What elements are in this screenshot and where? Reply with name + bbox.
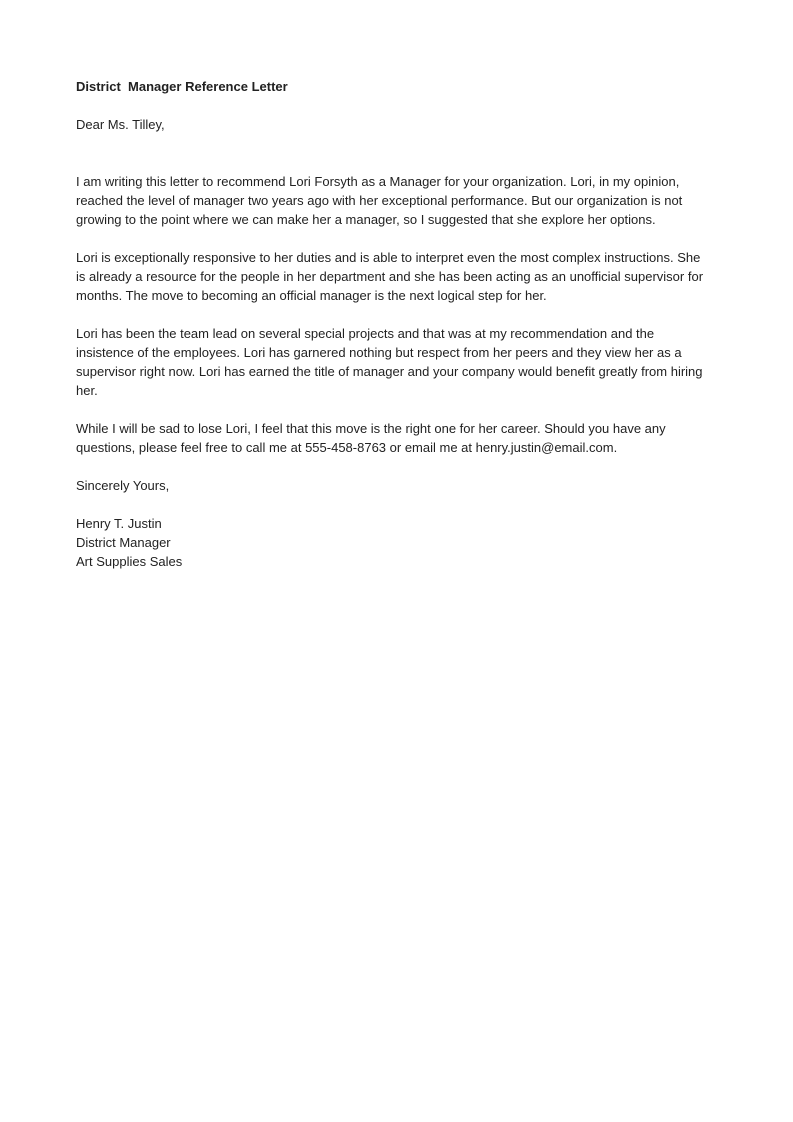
paragraph-team-lead: Lori has been the team lead on several special projects and that was at my recommendation and the insistence of the employees. Lori has garnered nothing but respect from her peers and they view her as a supervisor right now. Lori has earned the title of manager and your company would benefit greatly from hiring her. (76, 326, 703, 398)
letter-title: District Manager Reference Letter (76, 79, 288, 94)
paragraph-contact: While I will be sad to lose Lori, I feel that this move is the right one for her career. Should you have any questions, please feel free to call me at 555-458-8763 or email me at henry.justin@email.com. (76, 421, 666, 455)
signature-position: District Manager (76, 535, 171, 550)
letter-body (76, 77, 712, 571)
signature-block (76, 514, 712, 571)
letter-salutation: Dear Ms. Tilley, (76, 117, 165, 132)
signature-name: Henry T. Justin (76, 516, 162, 531)
paragraph-responsibilities: Lori is exceptionally responsive to her duties and is able to interpret even the most complex instructions. She is already a resource for the people in her department and she has been acting as an unofficial supervisor for months. The move to becoming an official manager is the next logical step for her. (76, 250, 704, 303)
signature-company: Art Supplies Sales (76, 554, 183, 569)
paragraph-recommendation: I am writing this letter to recommend Lori Forsyth as a Manager for your organization. Lori, in my opinion, reached the level of manager two years ago with her exceptional performance. But our organization is not growing to the point where we can make her a manager, so I suggested that she explore her options. (76, 174, 683, 227)
letter-closing: Sincerely Yours, (76, 478, 170, 493)
